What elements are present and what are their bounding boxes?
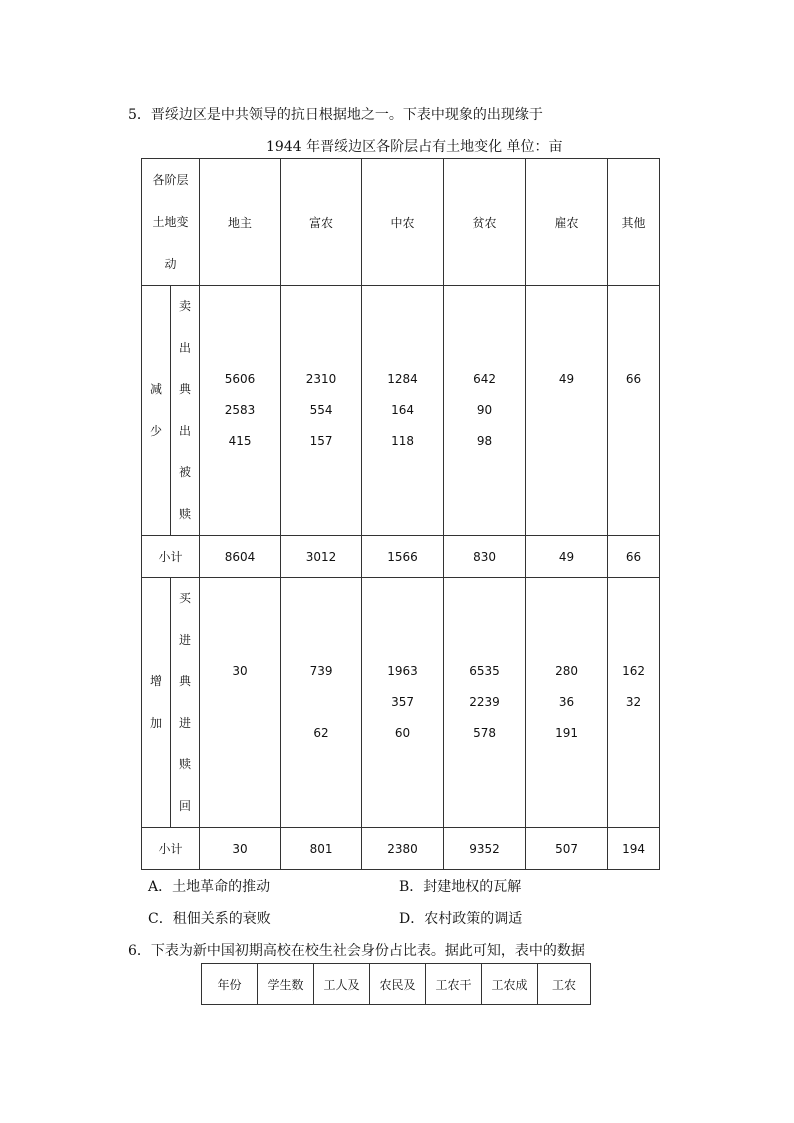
row-label-increase: 增 加 <box>142 578 171 828</box>
column-header: 中农 <box>362 159 444 286</box>
subtotal-label: 小计 <box>142 536 200 578</box>
column-header: 工农干 <box>426 964 482 1005</box>
option-d[interactable]: D．农村政策的调适 <box>399 911 523 927</box>
increase-cell: 6535 2239 578 <box>444 578 526 828</box>
column-header: 工农 <box>538 964 591 1005</box>
sub-label-decrease: 卖 出 典 出 被 赎 <box>171 286 200 536</box>
column-header: 地主 <box>200 159 281 286</box>
subtotal-cell: 9352 <box>444 828 526 870</box>
table-caption: 1944 年晋绥边区各阶层占有土地变化 单位：亩 <box>266 139 563 155</box>
subtotal-cell: 830 <box>444 536 526 578</box>
subtotal-label: 小计 <box>142 828 200 870</box>
subtotal-cell: 66 <box>608 536 660 578</box>
subtotal-cell: 30 <box>200 828 281 870</box>
corner-line: 动 <box>164 257 177 271</box>
subtotal-cell: 1566 <box>362 536 444 578</box>
decrease-cell: 66 <box>608 286 660 536</box>
increase-cell: 739 62 <box>281 578 362 828</box>
decrease-cell: 49 <box>526 286 608 536</box>
sub-label-increase: 买 进 典 进 赎 回 <box>171 578 200 828</box>
column-header: 年份 <box>202 964 258 1005</box>
corner-line: 土地变 <box>152 215 189 229</box>
column-header: 农民及 <box>370 964 426 1005</box>
column-header: 学生数 <box>258 964 314 1005</box>
column-header: 工农成 <box>482 964 538 1005</box>
subtotal-cell: 2380 <box>362 828 444 870</box>
increase-cell: 162 32 <box>608 578 660 828</box>
header-corner <box>142 159 200 286</box>
increase-cell: 30 <box>200 578 281 828</box>
subtotal-cell: 801 <box>281 828 362 870</box>
increase-cell: 1963 357 60 <box>362 578 444 828</box>
subtotal-cell: 507 <box>526 828 608 870</box>
decrease-cell: 5606 2583 415 <box>200 286 281 536</box>
column-header: 贫农 <box>444 159 526 286</box>
question-6-stem: 6．下表为新中国初期高校在校生社会身份占比表。据此可知，表中的数据 <box>128 943 585 959</box>
row-label-decrease: 减 少 <box>142 286 171 536</box>
decrease-cell: 1284 164 118 <box>362 286 444 536</box>
subtotal-cell: 8604 <box>200 536 281 578</box>
student-identity-table <box>201 963 591 1005</box>
question-5-stem: 5．晋绥边区是中共领导的抗日根据地之一。下表中现象的出现缘于 <box>128 107 543 123</box>
subtotal-cell: 3012 <box>281 536 362 578</box>
land-change-table <box>141 158 660 870</box>
corner-line: 各阶层 <box>152 173 189 187</box>
column-header: 其他 <box>608 159 660 286</box>
subtotal-cell: 49 <box>526 536 608 578</box>
decrease-cell: 642 90 98 <box>444 286 526 536</box>
increase-cell: 280 36 191 <box>526 578 608 828</box>
column-header: 雇农 <box>526 159 608 286</box>
option-c[interactable]: C．租佃关系的衰败 <box>148 911 271 927</box>
decrease-cell: 2310 554 157 <box>281 286 362 536</box>
column-header: 富农 <box>281 159 362 286</box>
column-header: 工人及 <box>314 964 370 1005</box>
option-b[interactable]: B．封建地权的瓦解 <box>399 879 522 895</box>
option-a[interactable]: A．土地革命的推动 <box>148 879 271 895</box>
subtotal-cell: 194 <box>608 828 660 870</box>
